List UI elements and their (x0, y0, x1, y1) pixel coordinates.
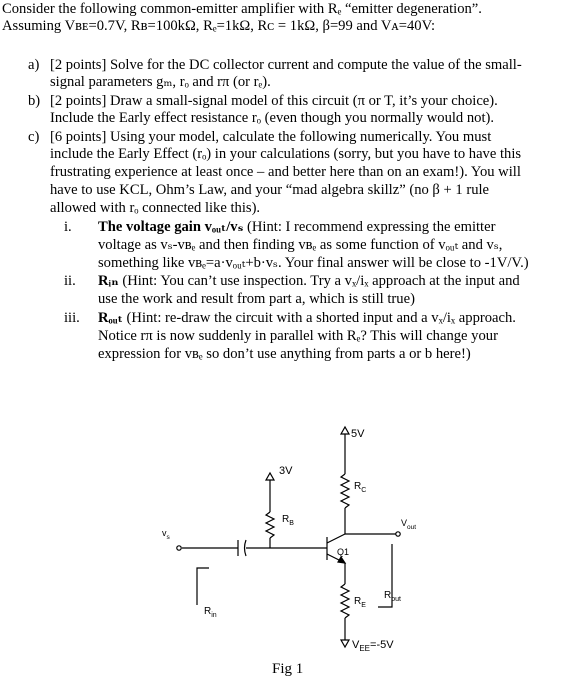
part-b-line-1: [2 points] Draw a small-signal model of this circuit (π or T, it’s your choice). (50, 93, 498, 109)
subpart-iii-hint: (Hint: re-draw the circuit with a shorted input and a vₓ/iₓ approach. (122, 310, 516, 326)
subpart-i-title: The voltage gain vₒᵤₜ/vₛ (98, 219, 244, 235)
part-c-line-4: have to use KCL, Ohm’s Law, and your “mad algebra skillz” (no β + 1 rule (50, 182, 490, 198)
rb-resistor (266, 512, 274, 538)
q1-collector-lead (327, 534, 345, 543)
subpart-ii-line-2: use the work and result from part a, which is still true) (98, 291, 415, 307)
part-a-marker: a) (28, 57, 40, 73)
subpart-i-hint: (Hint: I recommend expressing the emitter (243, 219, 496, 235)
re-label: $R_E$ (354, 596, 366, 609)
vbias-arrow-icon (266, 473, 274, 480)
intro-line-2: Assuming Vʙᴇ=0.7V, Rʙ=100kΩ, Rₑ=1kΩ, Rᴄ = 1kΩ, β=99 and Vᴀ=40V: (2, 18, 436, 34)
subpart-iii-title: Rₒᵤₜ (98, 310, 123, 326)
part-c-line-5: allowed with rₒ connected like this). (50, 200, 261, 216)
subpart-i-line-3: something like vʙₑ=a·vₒᵤₜ+b·vₛ. Your final answer will be close to -1V/V.) (98, 255, 529, 271)
rb-label: $R_B$ (282, 514, 294, 527)
rc-label: $R_C$ (354, 481, 367, 494)
vout-label: $V_{out}$ (401, 518, 417, 531)
part-c-line-3: frustrating experience at least once – and better here than on an exam!). You will (50, 164, 521, 180)
part-b-line-2: Include the Early effect resistance rₒ (even though you normally would not). (50, 110, 495, 126)
subpart-iii-line-2: Notice rπ is now suddenly in parallel with Rₑ? This will change your (98, 328, 498, 344)
subpart-i-line-2: voltage as vₛ-vʙₑ and then finding vʙₑ as some function of vₒᵤₜ and vₛ, (98, 237, 503, 253)
vout-terminal (396, 532, 400, 536)
coupling-capacitor-plate-2 (245, 540, 247, 556)
vbias-label: 3V (279, 465, 293, 477)
q1-label: Q1 (337, 547, 350, 557)
vs-terminal (177, 546, 181, 550)
part-c-line-2: include the Early Effect (rₒ) in your calculations (sorry, but you have to have this (50, 146, 522, 162)
subpart-ii-hint: (Hint: You can’t use inspection. Try a vₓ/iₓ approach at the input and (118, 273, 520, 289)
part-b-marker: b) (28, 93, 41, 109)
q1-emitter-arrow-icon (338, 557, 345, 563)
vcc-label: 5V (351, 428, 365, 440)
part-a-line-2: signal parameters gₘ, rₒ and rπ (or rₑ). (50, 74, 271, 90)
vcc-arrow-icon (341, 427, 349, 434)
subpart-i-marker: i. (64, 219, 72, 235)
subpart-ii-title: Rᵢₙ (98, 273, 119, 289)
subpart-ii-marker: ii. (64, 273, 76, 289)
vee-label: $V_{EE}=-5V$ (352, 639, 394, 653)
rin-label: $R_{in}$ (204, 606, 217, 619)
part-c-line-1: [6 points] Using your model, calculate the following numerically. You must (50, 129, 492, 145)
figure-caption: Fig 1 (272, 661, 304, 677)
re-resistor (341, 584, 349, 618)
rc-resistor (341, 474, 349, 508)
rin-marker (197, 568, 209, 605)
part-a-line-1: [2 points] Solve for the DC collector current and compute the value of the small- (50, 57, 522, 73)
part-c-marker: c) (28, 129, 40, 145)
intro-line-1: Consider the following common-emitter amplifier with Rₑ “emitter degeneration”. (2, 1, 482, 17)
vs-label: $v_s$ (162, 528, 170, 541)
rout-label: $R_{out}$ (384, 590, 401, 603)
vee-arrow-icon (341, 640, 349, 647)
subpart-iii-marker: iii. (64, 310, 80, 326)
subpart-iii-line-3: expression for vʙₑ so don’t use anything from parts a or b here!) (98, 346, 471, 362)
